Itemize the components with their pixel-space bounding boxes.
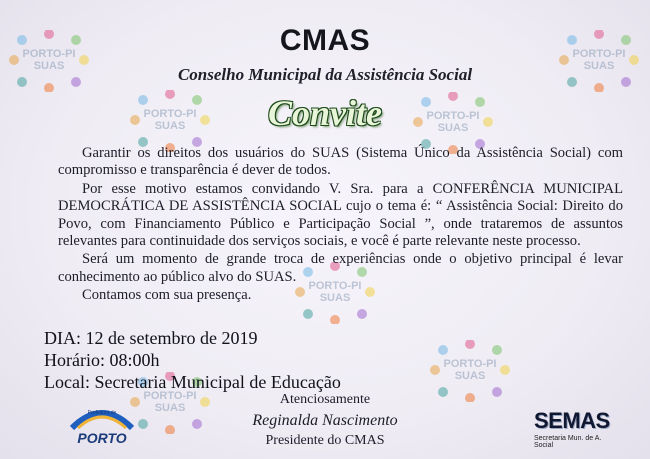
body-paragraph: Será um momento de grande troca de experiências onde o objetivo principal é levar conhecimento ao público alvo do SUAS. bbox=[58, 251, 623, 285]
watermark-line2: SUAS bbox=[33, 60, 65, 72]
invitation-heading: Convite bbox=[268, 93, 382, 133]
watermark-line2: SUAS bbox=[437, 122, 469, 134]
watermark-line2: SUAS bbox=[583, 60, 615, 72]
body-paragraph: Contamos com sua presença. bbox=[82, 287, 252, 304]
watermark-line1: PORTO-PI bbox=[572, 48, 626, 60]
right-logo-wordmark: SEMAS bbox=[534, 408, 610, 433]
invitation-body bbox=[58, 145, 623, 305]
body-paragraph: Garantir os direitos dos usuários do SUAS (Sistema Único da Assistência Social) com compromisso e transparência é dever de todos. bbox=[58, 145, 623, 179]
closing-regards: Atenciosamente bbox=[279, 392, 371, 407]
signature-role: Presidente do CMAS bbox=[265, 433, 385, 448]
event-date: DIA: 12 de setembro de 2019 bbox=[44, 328, 258, 348]
watermark-line1: PORTO-PI bbox=[143, 390, 197, 402]
body-paragraph: Por esse motivo estamos convidando V. Sra. para a CONFERÊNCIA MUNICIPAL DEMOCRÁTICA DE ASSISTÊNCIA SOCIAL cujo o tema é: “ Assistência Social: Direito do Povo, com Financiamento Público e Participação Social ”, onde trataremos de assuntos relevantes para continuidade dos serviços sociais, e você é parte relevante neste processo. bbox=[58, 180, 623, 250]
event-details bbox=[44, 327, 341, 393]
watermark-line1: PORTO-PI bbox=[22, 48, 76, 60]
watermark-line1: PORTO-PI bbox=[443, 358, 497, 370]
signature-block bbox=[200, 392, 450, 449]
watermark-line1: PORTO-PI bbox=[143, 108, 197, 120]
left-logo-tag: Prefeitura de bbox=[87, 410, 117, 416]
right-logo-tag: Secretaria Mun. de A. Social bbox=[534, 435, 602, 449]
left-logo-wordmark: PORTO bbox=[77, 430, 127, 446]
signature-name: Reginalda Nascimento bbox=[252, 412, 398, 429]
event-time: Horário: 08:00h bbox=[44, 350, 160, 370]
page-subtitle: Conselho Municipal da Assistência Social bbox=[177, 65, 473, 84]
watermark-line2: SUAS bbox=[154, 402, 186, 414]
watermark-line2: SUAS bbox=[154, 120, 186, 132]
watermark-line1: PORTO-PI bbox=[426, 110, 480, 122]
arc-emblem-icon bbox=[66, 402, 138, 432]
watermark-line2: SUAS bbox=[319, 292, 351, 304]
watermark-line2: SUAS bbox=[454, 370, 486, 382]
event-place: Local: Secretaria Municipal de Educação bbox=[44, 372, 341, 392]
prefeitura-porto-logo bbox=[66, 402, 138, 452]
watermark-line1: PORTO-PI bbox=[308, 280, 362, 292]
page-title: CMAS bbox=[279, 24, 371, 57]
semas-logo bbox=[534, 408, 620, 454]
